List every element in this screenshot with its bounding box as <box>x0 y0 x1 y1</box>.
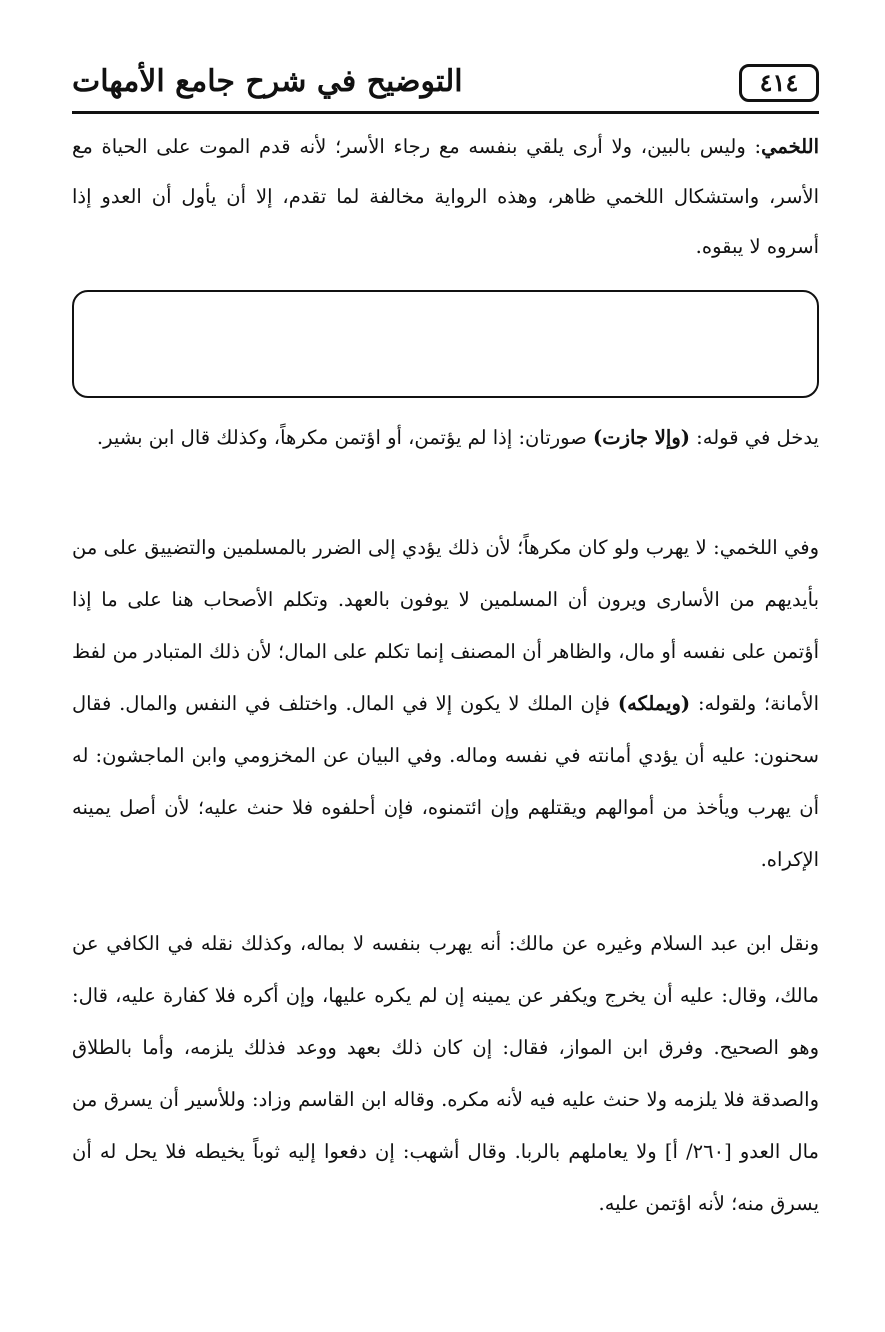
scholar-name-lakhmi: اللخمي <box>761 135 819 158</box>
paragraph-2-before: يدخل في قوله: <box>689 426 819 449</box>
header-divider <box>72 111 819 114</box>
page-header <box>72 62 819 110</box>
paragraph-4 <box>72 918 819 1230</box>
paragraph-3-before: وفي اللخمي: لا يهرب ولو كان مكرهاً؛ لأن ذلك يؤدي إلى الضرر بالمسلمين والتضييق على من بأيديهم من الأسارى ويرون أن المسلمين لا يوفون بالعهد. وتكلم الأصحاب هنا على ما إذا أؤتمن على نفسه أو مال، والظاهر أن المصنف إنما تكلم على المال؛ لأن ذلك المتبادر من لفظ الأمانة؛ ولقوله: <box>72 536 819 715</box>
paragraph-3 <box>72 522 819 886</box>
book-title: التوضيح في شرح جامع الأمهات <box>72 64 463 99</box>
matn-quote-wa-yamlikuhu: (ويملكه) <box>617 692 691 715</box>
matn-box <box>72 290 819 398</box>
paragraph-1-text: : وليس بالبين، ولا أرى يلقي بنفسه مع رجاء الأسر؛ لأنه قدم الموت على الحياة مع الأسر، واستشكال اللخمي ظاهر، وهذه الرواية مخالفة لما تقدم، إلا أن يأول أن العدو إذا أسروه لا يبقوه. <box>72 135 819 258</box>
page-number: ٤١٤ <box>739 64 819 102</box>
paragraph-1 <box>72 122 819 272</box>
paragraph-4-text: ونقل ابن عبد السلام وغيره عن مالك: أنه يهرب بنفسه لا بماله، وكذلك نقله في الكافي عن مالك، وقال: عليه أن يخرج ويكفر عن يمينه إن لم يكره عليها، وإن أكره فلا كفارة عليه، قال: وهو الصحيح. وفرق ابن المواز، فقال: إن كان ذلك بعهد ووعد فذلك يلزمه، وأما بالطلاق والصدقة فلا يلزمه ولا حنث عليه فيه لأنه مكره. وقاله ابن القاسم وزاد: وللأسير أن يسرق من مال العدو [٢٦٠/ أ] ولا يعاملهم بالربا. وقال أشهب: إن دفعوا إليه ثوباً يخيطه فلا يحل له أن يسرق منه؛ لأنه اؤتمن عليه. <box>72 932 819 1215</box>
paragraph-2 <box>72 408 819 468</box>
paragraph-2-after: صورتان: إذا لم يؤتمن، أو اؤتمن مكرهاً، وكذلك قال ابن بشير. <box>96 426 593 449</box>
matn-quote-wa-illa-jazat: (وإلا جازت) <box>593 426 690 449</box>
paragraph-3-after: فإن الملك لا يكون إلا في المال. واختلف في النفس والمال. فقال سحنون: عليه أن يؤدي أمانته في نفسه وماله. وفي البيان عن المخزومي وابن الماجشون: له أن يهرب ويأخذ من أموالهم ويقتلهم وإن ائتمنوه، فإن أحلفوه فلا حنث عليه؛ لأن أصل يمينه الإكراه. <box>72 692 819 871</box>
